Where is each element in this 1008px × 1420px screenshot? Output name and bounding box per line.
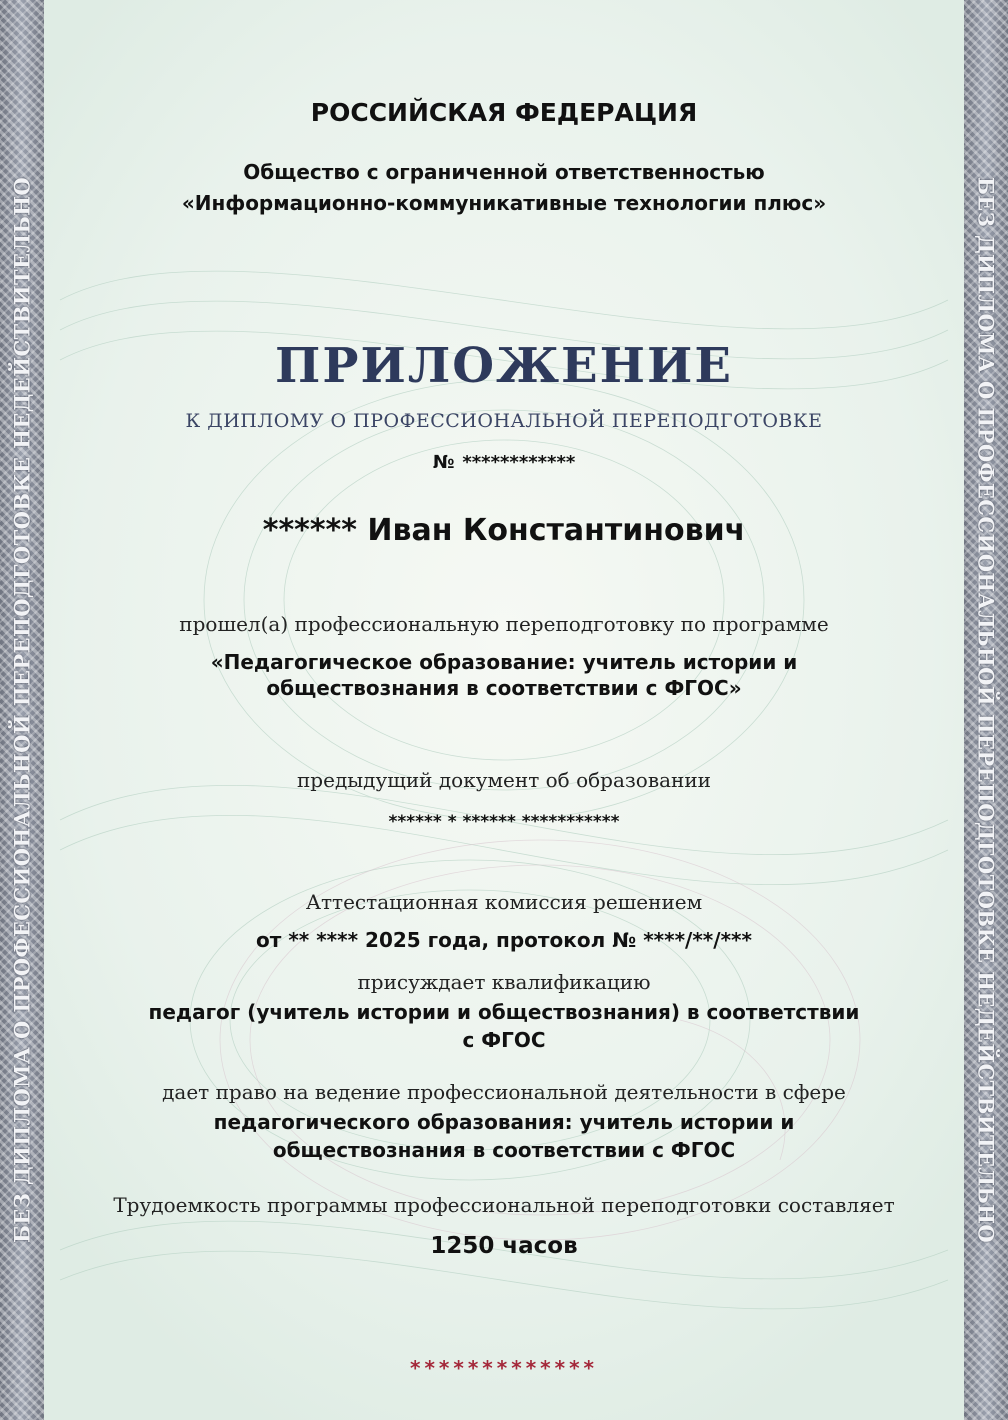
program-title-line2: обществознания в соответствии с ФГОС» [266, 676, 742, 700]
left-border-text: БЕЗ ДИПЛОМА О ПРОФЕССИОНАЛЬНОЙ ПЕРЕПОДГОТОВКЕ НЕДЕЙСТВИТЕЛЬНО [9, 176, 35, 1244]
organization-name: «Информационно-коммуникативные технологии плюс» [181, 191, 827, 215]
commission-statement: Аттестационная комиссия решением [305, 890, 703, 914]
awards-statement: присуждает квалификацию [357, 970, 651, 994]
qualification-line1: педагог (учитель истории и обществознания) в соответствии [148, 1000, 860, 1024]
program-title-line1: «Педагогическое образование: учитель истории и [210, 650, 798, 674]
decision-date: от ** **** 2025 года, протокол № ****/**/*** [256, 928, 752, 952]
qualification-line2: с ФГОС [462, 1028, 546, 1052]
document-title: ПРИЛОЖЕНИЕ [275, 338, 733, 394]
previous-document-label: предыдущий документ об образовании [296, 768, 712, 792]
left-security-border [0, 0, 44, 1420]
previous-document-value: ****** * ****** *********** [388, 812, 620, 832]
labor-intensity-label: Трудоемкость программы профессиональной переподготовки составляет [113, 1193, 895, 1217]
document-number [60, 452, 948, 473]
country-heading: РОССИЙСКАЯ ФЕДЕРАЦИЯ [310, 98, 698, 127]
organization-type: Общество с ограниченной ответственностью [243, 160, 765, 184]
number-value: ************ [462, 452, 576, 473]
passed-statement: прошел(а) профессиональную переподготовку по программе [179, 612, 829, 636]
right-border-text: БЕЗ ДИПЛОМА О ПРОФЕССИОНАЛЬНОЙ ПЕРЕПОДГОТОВКЕ НЕДЕЙСТВИТЕЛЬНО [973, 176, 999, 1244]
document-subtitle: К ДИПЛОМУ О ПРОФЕССИОНАЛЬНОЙ ПЕРЕПОДГОТОВКЕ [185, 410, 823, 432]
right-statement: дает право на ведение профессиональной деятельности в сфере [162, 1080, 846, 1104]
right-security-border [964, 0, 1008, 1420]
number-sign: № [432, 452, 455, 473]
recipient-name: ****** Иван Константинович [262, 513, 746, 548]
sphere-line2: обществознания в соответствии с ФГОС [272, 1138, 736, 1162]
sphere-line1: педагогического образования: учитель истории и [213, 1110, 795, 1134]
serial-number-stars: ************* [410, 1356, 598, 1380]
program-hours: 1250 часов [430, 1233, 578, 1259]
